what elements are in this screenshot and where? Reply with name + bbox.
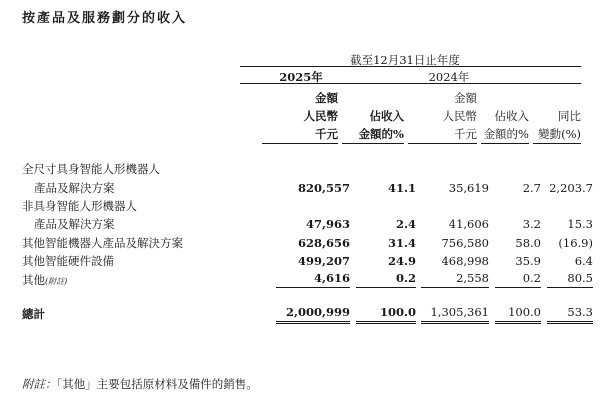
amt-2025: 820,557: [297, 180, 350, 195]
amt-2025: 628,656: [297, 235, 350, 250]
year-2025-header: 2025年: [279, 70, 323, 84]
col-2024-pct-l1: 佔收入: [494, 109, 529, 123]
row-label-note: (附註): [45, 276, 68, 286]
row-label-text: 其他: [22, 272, 45, 287]
col-2024-pct-l2: 金額的%: [483, 127, 529, 141]
header-rule-2024-pct: [481, 143, 529, 144]
row-label-cont: 產品及解決方案: [34, 180, 115, 195]
table-row: [22, 160, 593, 178]
total-amt-2024: 1,305,361: [421, 305, 489, 324]
year-2024-header: 2024年: [428, 70, 470, 84]
footnote-text: 「其他」主要包括原材料及備件的銷售。: [56, 377, 258, 391]
amt-2024: 756,580: [441, 235, 489, 250]
header-rule-2024-amt: [408, 143, 477, 144]
row-label: 其他智能硬件設備: [22, 254, 114, 269]
col-2025-pct-l2: 金額的%: [358, 127, 404, 141]
row-label: 其他智能機器人產品及解決方案: [22, 235, 183, 250]
header-rule-2025-pct: [342, 143, 404, 144]
col-2025-amount-l1: 金額: [315, 91, 338, 105]
period-rule: [240, 66, 581, 67]
amt-2024: 468,998: [441, 254, 489, 269]
amt-2025: 4,616: [276, 271, 350, 288]
table-row: [22, 270, 593, 288]
pct-2024: 0.2: [495, 271, 541, 288]
row-label: 全尺寸具身智能人形機器人: [22, 162, 160, 177]
pct-2025: 41.1: [387, 180, 416, 195]
yoy-change: 15.3: [567, 217, 593, 232]
row-label: 非具身智能人形機器人: [22, 198, 137, 213]
total-label: 總計: [22, 307, 45, 322]
row-label: [22, 270, 242, 288]
col-2024-amount-l3: 千元: [454, 127, 477, 141]
table-row: [22, 197, 593, 215]
amt-2024: 2,558: [421, 271, 489, 288]
amt-2024: 41,606: [448, 217, 489, 232]
col-yoy-l2: 變動(%): [538, 127, 581, 141]
footnote: [22, 376, 258, 392]
col-2025-amount-l3: 千元: [315, 127, 338, 141]
table-row: [22, 178, 593, 196]
table-row-total: [22, 303, 593, 324]
year-2024-rule: [404, 83, 581, 84]
pct-2024: 3.2: [522, 217, 541, 232]
col-2025-amount-l2: 人民幣: [303, 109, 338, 123]
pct-2024: 35.9: [515, 254, 541, 269]
yoy-change: (16.9): [558, 235, 593, 250]
col-yoy-l1: 同比: [558, 109, 581, 123]
yoy-change: 6.4: [574, 254, 593, 269]
header-rule-yoy: [533, 143, 581, 144]
pct-2024: 58.0: [515, 235, 541, 250]
row-label-cont: 產品及解決方案: [34, 217, 115, 232]
yoy-change: 80.5: [547, 271, 593, 288]
period-header: 截至12月31日止年度: [350, 53, 460, 67]
header-rule-2025-amt: [262, 143, 338, 144]
table-row: [22, 252, 593, 270]
amt-2025: 499,207: [297, 254, 350, 269]
table-row: [22, 215, 593, 233]
total-pct-2024: 100.0: [495, 305, 541, 324]
amt-2024: 35,619: [448, 180, 489, 195]
total-yoy-change: 53.3: [547, 305, 593, 324]
total-amt-2025: 2,000,999: [276, 305, 350, 324]
pct-2024: 2.7: [522, 180, 541, 195]
footnote-label: 附註：: [22, 377, 57, 391]
amt-2025: 47,963: [305, 217, 350, 232]
pct-2025: 31.4: [387, 235, 416, 250]
page-title: 按產品及服務劃分的收入: [22, 11, 188, 26]
pct-2025: 2.4: [395, 217, 416, 232]
revenue-table: [22, 160, 593, 324]
year-2025-rule: [240, 83, 404, 84]
col-2024-amount-l1: 金額: [454, 91, 477, 105]
pct-2025: 0.2: [356, 271, 416, 288]
col-2025-pct-l1: 佔收入: [369, 109, 404, 123]
pct-2025: 24.9: [387, 254, 416, 269]
table-row: [22, 234, 593, 252]
col-2024-amount-l2: 人民幣: [442, 109, 477, 123]
yoy-change: 2,203.7: [549, 180, 593, 195]
total-pct-2025: 100.0: [356, 305, 416, 324]
